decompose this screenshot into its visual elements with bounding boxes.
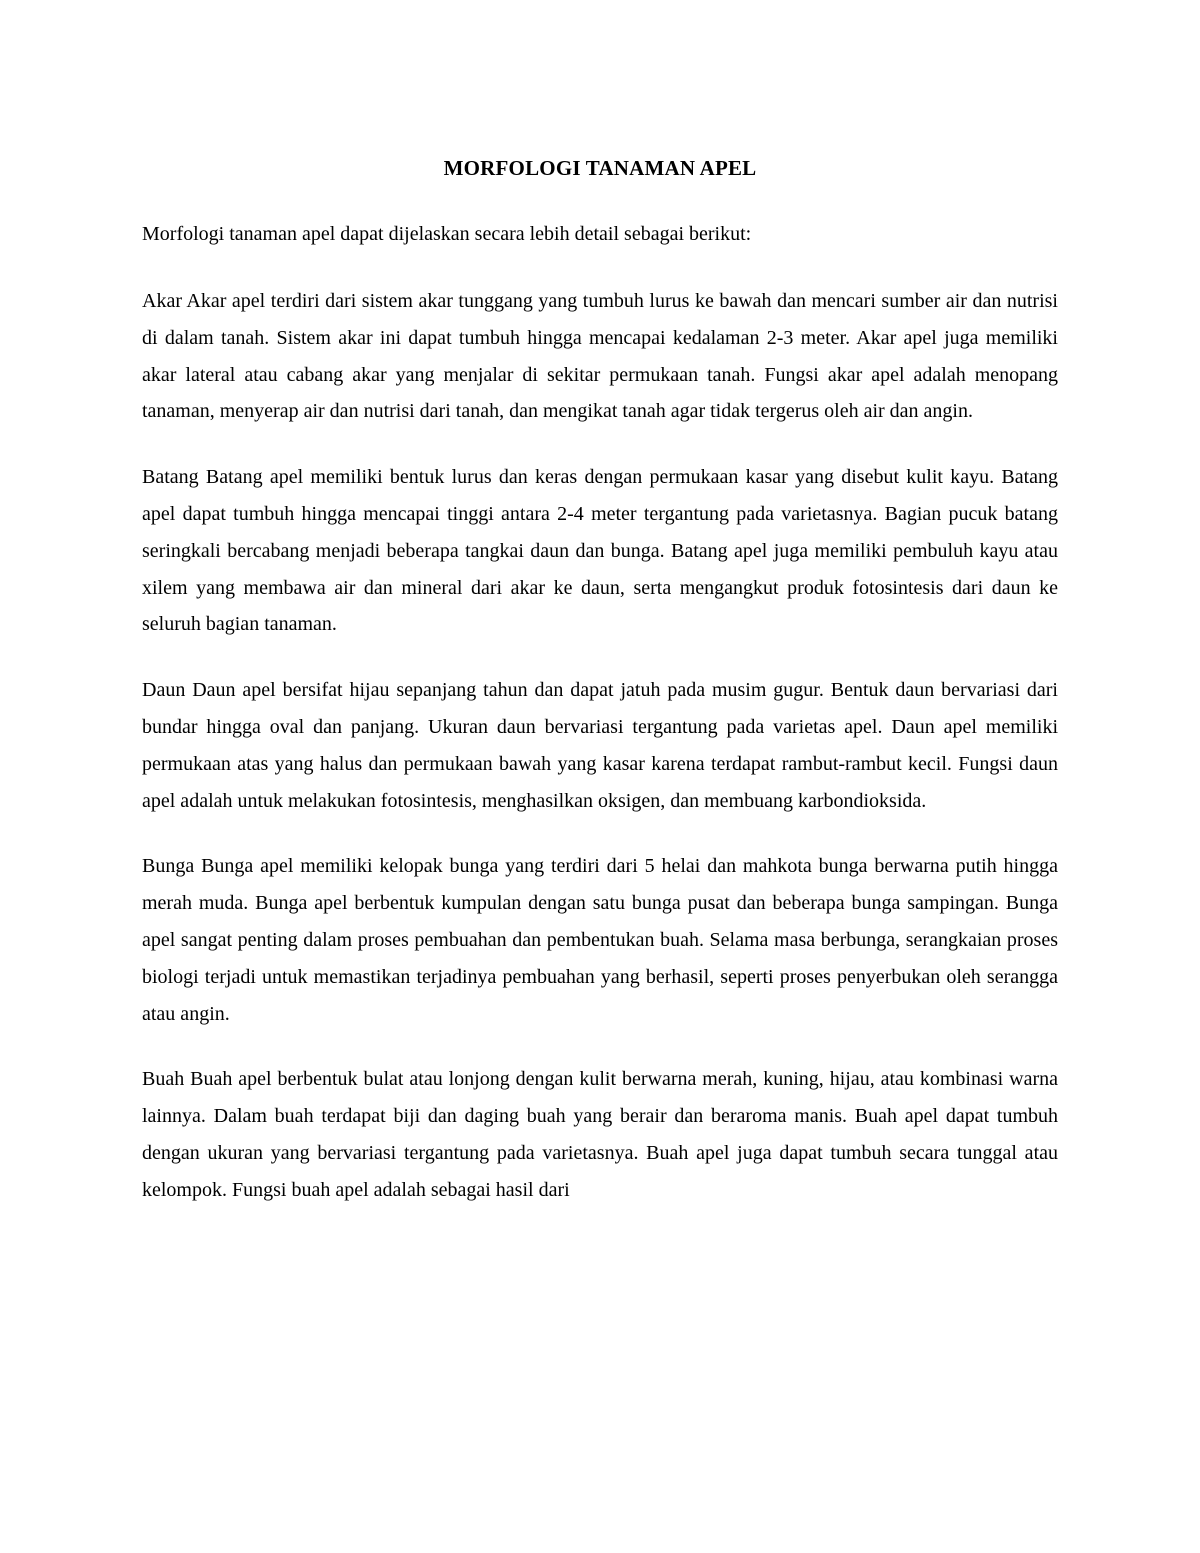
paragraph-buah: Buah Buah apel berbentuk bulat atau lonjong dengan kulit berwarna merah, kuning, hijau, atau kombinasi warna lainnya. Dalam buah terdapat biji dan daging buah yang berair dan beraroma manis. Buah apel dapat tumbuh dengan ukuran yang bervariasi tergantung pada varietasnya. Buah apel juga dapat tumbuh secara tunggal atau kelompok. Fungsi buah apel adalah sebagai hasil dari [142, 1068, 1058, 1201]
intro-paragraph: Morfologi tanaman apel dapat dijelaskan secara lebih detail sebagai berikut: [142, 223, 752, 245]
document-body [142, 150, 1058, 1238]
paragraph-batang: Batang Batang apel memiliki bentuk lurus dan keras dengan permukaan kasar yang disebut kulit kayu. Batang apel dapat tumbuh hingga mencapai tinggi antara 2-4 meter tergantung pada varietasnya. Bagian pucuk batang seringkali bercabang menjadi beberapa tangkai daun dan bunga. Batang apel juga memiliki pembuluh kayu atau xilem yang membawa air dan mineral dari akar ke daun, serta mengangkut produk fotosintesis dari daun ke seluruh bagian tanaman. [142, 466, 1058, 636]
paragraph-daun: Daun Daun apel bersifat hijau sepanjang tahun dan dapat jatuh pada musim gugur. Bentuk daun bervariasi dari bundar hingga oval dan panjang. Ukuran daun bervariasi tergantung pada varietas apel. Daun apel memiliki permukaan atas yang halus dan permukaan bawah yang kasar karena terdapat rambut-rambut kecil. Fungsi daun apel adalah untuk melakukan fotosintesis, menghasilkan oksigen, dan membuang karbondioksida. [142, 679, 1058, 812]
paragraph-bunga: Bunga Bunga apel memiliki kelopak bunga yang terdiri dari 5 helai dan mahkota bunga berwarna putih hingga merah muda. Bunga apel berbentuk kumpulan dengan satu bunga pusat dan beberapa bunga sampingan. Bunga apel sangat penting dalam proses pembuahan dan pembentukan buah. Selama masa berbunga, serangkaian proses biologi terjadi untuk memastikan terjadinya pembuahan yang berhasil, seperti proses penyerbukan oleh serangga atau angin. [142, 855, 1058, 1025]
document-title: MORFOLOGI TANAMAN APEL [443, 156, 757, 180]
paragraph-akar: Akar Akar apel terdiri dari sistem akar tunggang yang tumbuh lurus ke bawah dan mencari sumber air dan nutrisi di dalam tanah. Sistem akar ini dapat tumbuh hingga mencapai kedalaman 2-3 meter. Akar apel juga memiliki akar lateral atau cabang akar yang menjalar di sekitar permukaan tanah. Fungsi akar apel adalah menopang tanaman, menyerap air dan nutrisi dari tanah, dan mengikat tanah agar tidak tergerus oleh air dan angin. [142, 290, 1058, 423]
